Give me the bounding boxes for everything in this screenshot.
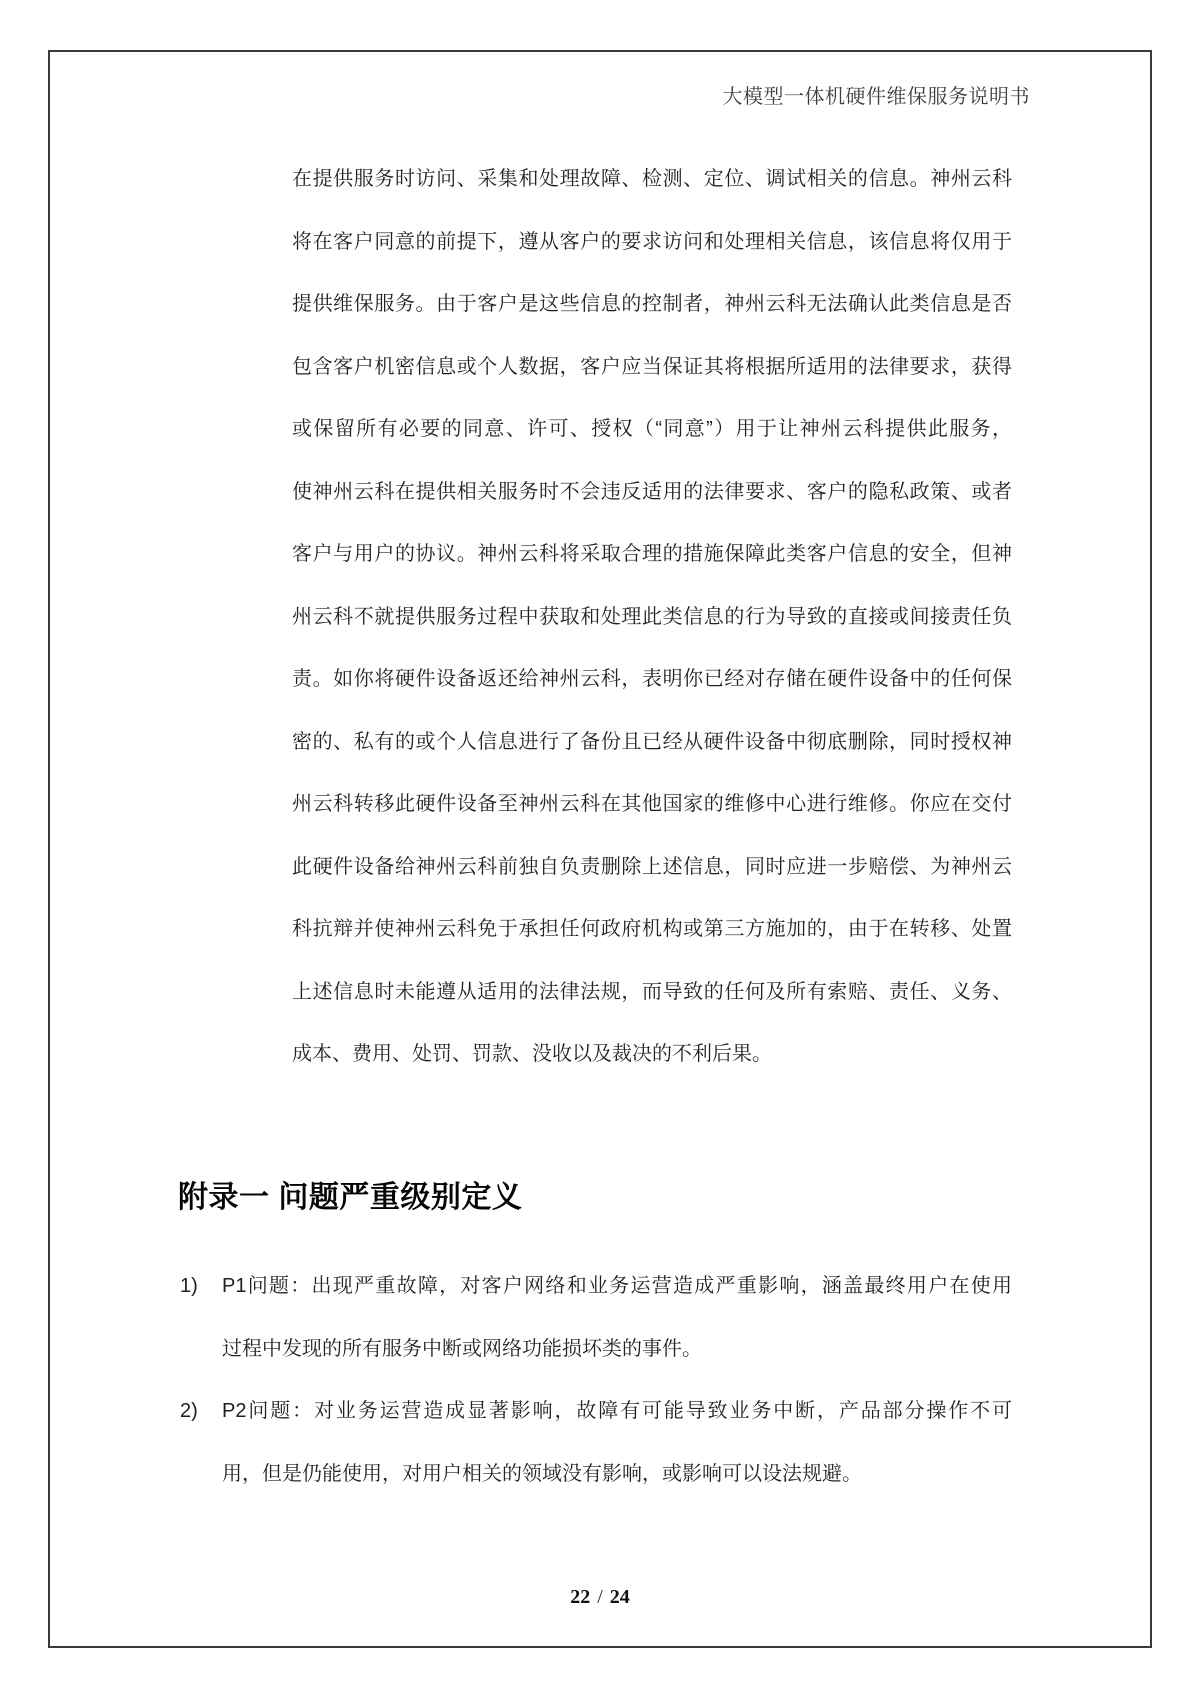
paragraph-line: 密的、私有的或个人信息进行了备份且已经从硬件设备中彻底删除，同时授权神 — [292, 730, 1012, 753]
list-item-text — [222, 1255, 1012, 1380]
total-page-number: 24 — [609, 1586, 630, 1608]
list-item-p2 — [180, 1380, 1012, 1505]
paragraph-line: 提供维保服务。由于客户是这些信息的控制者，神州云科无法确认此类信息是否 — [292, 293, 1012, 315]
list-number: 1) — [180, 1275, 198, 1297]
page-footer — [48, 1584, 1152, 1610]
paragraph-line: 或保留所有必要的同意、许可、授权（“同意”）用于让神州云科提供此服务， — [292, 418, 1012, 440]
paragraph-line: 州云科转移此硬件设备至神州云科在其他国家的维修中心进行维修。你应在交付 — [292, 793, 1012, 815]
list-item-line: 用，但是仍能使用，对用户相关的领域没有影响，或影响可以设法规避。 — [222, 1462, 862, 1485]
paragraph-line: 客户与用户的协议。神州云科将采取合理的措施保障此类客户信息的安全，但神 — [292, 543, 1012, 565]
paragraph-line: 科抗辩并使神州云科免于承担任何政府机构或第三方施加的，由于在转移、处置 — [292, 918, 1012, 940]
header-title: 大模型一体机硬件维保服务说明书 — [722, 86, 1030, 108]
legal-paragraph — [292, 148, 1012, 1086]
paragraph-line: 包含客户机密信息或个人数据，客户应当保证其将根据所适用的法律要求，获得 — [292, 355, 1012, 378]
list-item-p1 — [180, 1255, 1012, 1380]
paragraph-line: 在提供服务时访问、采集和处理故障、检测、定位、调试相关的信息。神州云科 — [292, 168, 1012, 190]
paragraph-line: 成本、费用、处罚、罚款、没收以及裁决的不利后果。 — [292, 1043, 772, 1065]
current-page-number: 22 — [570, 1586, 591, 1608]
paragraph-line: 使神州云科在提供相关服务时不会违反适用的法律要求、客户的隐私政策、或者 — [292, 480, 1012, 503]
appendix-heading: 附录一 问题严重级别定义 — [178, 1181, 523, 1214]
paragraph-line: 责。如你将硬件设备返还给神州云科，表明你已经对存储在硬件设备中的任何保 — [292, 668, 1012, 690]
paragraph-line: 将在客户同意的前提下，遵从客户的要求访问和处理相关信息，该信息将仅用于 — [292, 230, 1012, 253]
page-number-separator: / — [597, 1586, 603, 1608]
page-header — [600, 84, 1030, 110]
list-item-line: P2问题：对业务运营造成显著影响，故障有可能导致业务中断，产品部分操作不可 — [222, 1400, 1012, 1422]
list-item-line: 过程中发现的所有服务中断或网络功能损坏类的事件。 — [222, 1337, 702, 1360]
list-number: 2) — [180, 1400, 198, 1422]
paragraph-line: 此硬件设备给神州云科前独自负责删除上述信息，同时应进一步赔偿、为神州云 — [292, 855, 1012, 878]
paragraph-line: 上述信息时未能遵从适用的法律法规，而导致的任何及所有索赔、责任、义务、 — [292, 980, 1012, 1003]
list-item-line: P1问题：出现严重故障，对客户网络和业务运营造成严重影响，涵盖最终用户在使用 — [222, 1275, 1012, 1297]
paragraph-line: 州云科不就提供服务过程中获取和处理此类信息的行为导致的直接或间接责任负 — [292, 605, 1012, 628]
list-item-text — [222, 1380, 1012, 1505]
